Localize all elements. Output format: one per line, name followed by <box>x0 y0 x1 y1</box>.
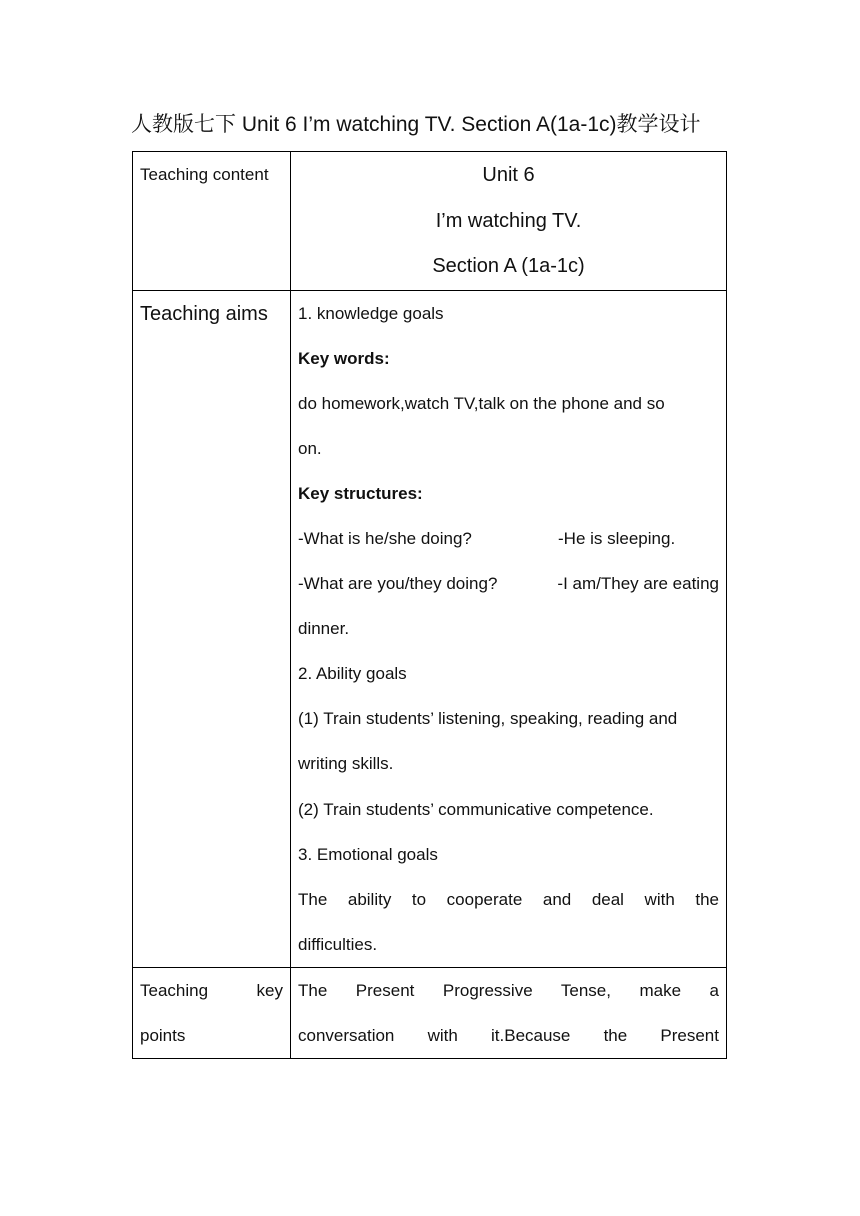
key-points-cell <box>291 967 727 1058</box>
teaching-aims-cell <box>291 290 727 967</box>
emotional-goal-text-continued: difficulties. <box>298 934 378 954</box>
ability-goal-item: (1) Train students’ listening, speaking, reading and <box>298 709 678 729</box>
teaching-aims-row <box>133 290 727 967</box>
section-name: Section A (1a-1c) <box>432 255 585 277</box>
unit-number: Unit 6 <box>482 164 535 186</box>
key-points-label: Teaching key <box>140 980 283 1000</box>
structure-answer: -I am/They are eating <box>557 574 719 594</box>
key-points-label-cell <box>133 967 291 1058</box>
structure-pair <box>298 561 719 606</box>
teaching-content-label: Teaching content <box>140 165 269 184</box>
emotional-goals-heading: 3. Emotional goals <box>298 844 438 864</box>
structure-answer: -He is sleeping. <box>558 528 676 548</box>
structure-pair <box>298 516 719 561</box>
key-words-line: on. <box>298 438 322 458</box>
ability-goal-item: (2) Train students’ communicative competence. <box>298 799 654 819</box>
structure-answer-continued: dinner. <box>298 619 350 639</box>
ability-goal-item-continued: writing skills. <box>298 754 394 774</box>
key-points-row <box>133 967 727 1058</box>
knowledge-goals-heading: 1. knowledge goals <box>298 303 444 323</box>
lesson-plan-table <box>132 151 727 1059</box>
teaching-aims-label-cell <box>133 290 291 967</box>
unit-title: I’m watching TV. <box>435 209 582 232</box>
key-points-text-continued: conversation with it.Because the Present <box>298 1025 719 1045</box>
document-title: 人教版七下 Unit 6 I’m watching TV. Section A(1a-1c)教学设计 <box>131 113 701 136</box>
key-structures-heading: Key structures: <box>298 483 423 503</box>
emotional-goal-text: The ability to cooperate and deal with the <box>298 889 719 909</box>
structure-question: -What is he/she doing? <box>298 528 472 548</box>
ability-goals-heading: 2. Ability goals <box>298 664 407 684</box>
key-words-line: do homework,watch TV,talk on the phone and so <box>298 393 665 413</box>
teaching-content-row <box>133 152 727 291</box>
key-words-heading: Key words: <box>298 348 390 368</box>
teaching-content-label-cell <box>133 152 291 291</box>
teaching-content-cell <box>291 152 727 291</box>
structure-question: -What are you/they doing? <box>298 574 498 594</box>
teaching-aims-label: Teaching aims <box>140 302 268 325</box>
key-points-text: The Present Progressive Tense, make a <box>298 980 719 1000</box>
key-points-label-continued: points <box>140 1025 186 1045</box>
